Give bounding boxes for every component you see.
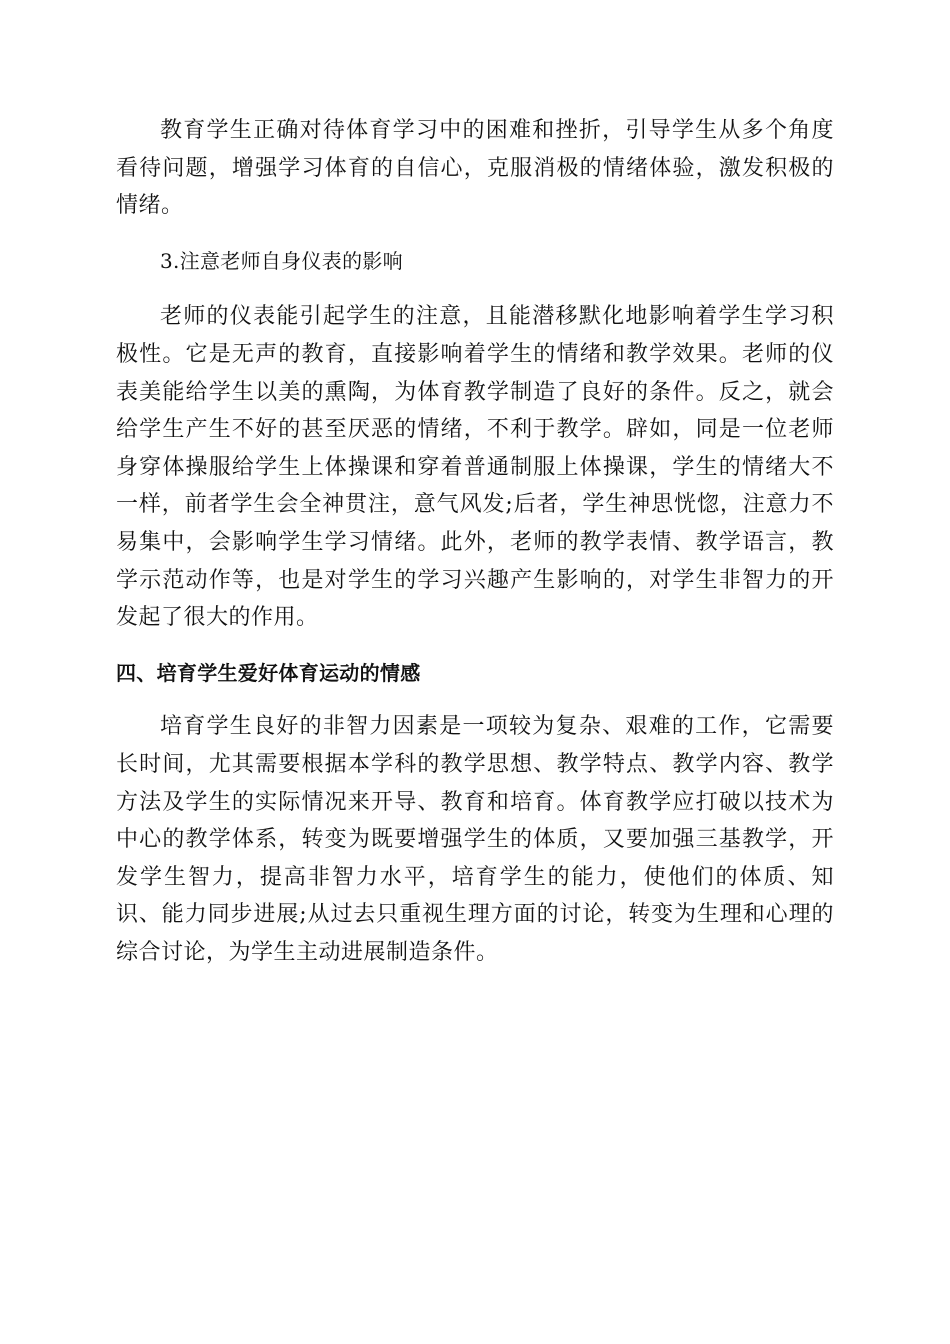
subheading-teacher-appearance: 3.注意老师自身仪表的影响 — [160, 248, 403, 273]
section-heading-sports-emotion: 四、培育学生爱好体育运动的情感 — [116, 660, 421, 685]
paragraph-teacher-appearance: 老师的仪表能引起学生的注意，且能潜移默化地影响着学生学习积极性。它是无声的教育，直接影响着学生的情绪和教学效果。老师的仪表美能给学生以美的熏陶，为体育教学制造了良好的条件。反之，就会给学生产生不好的甚至厌恶的情绪，不利于教学。辟如，同是一位老师身穿体操服给学生上体操课和穿着普通制服上体操课，学生的情绪大不一样，前者学生会全神贯注，意气风发;后者，学生神思恍惚，注意力不易集中，会影响学生学习情绪。此外，老师的教学表情、教学语言，教学示范动作等，也是对学生的学习兴趣产生影响的，对学生非智力的开发起了很大的作用。 — [116, 304, 834, 631]
paragraph-non-intellectual-factors: 培育学生良好的非智力因素是一项较为复杂、艰难的工作，它需要长时间，尤其需要根据本学科的教学思想、教学特点、教学内容、教学方法及学生的实际情况来开导、教育和培育。体育教学应打破以技术为中心的教学体系，转变为既要增强学生的体质，又要加强三基教学，开发学生智力，提高非智力水平，培育学生的能力，使他们的体质、知识、能力同步进展;从过去只重视生理方面的讨论，转变为生理和心理的综合讨论，为学生主动进展制造条件。 — [116, 714, 834, 965]
paragraph-difficulties: 教育学生正确对待体育学习中的困难和挫折，引导学生从多个角度看待问题，增强学习体育的自信心，克服消极的情绪体验，激发积极的情绪。 — [116, 118, 834, 219]
document-body — [116, 112, 834, 971]
